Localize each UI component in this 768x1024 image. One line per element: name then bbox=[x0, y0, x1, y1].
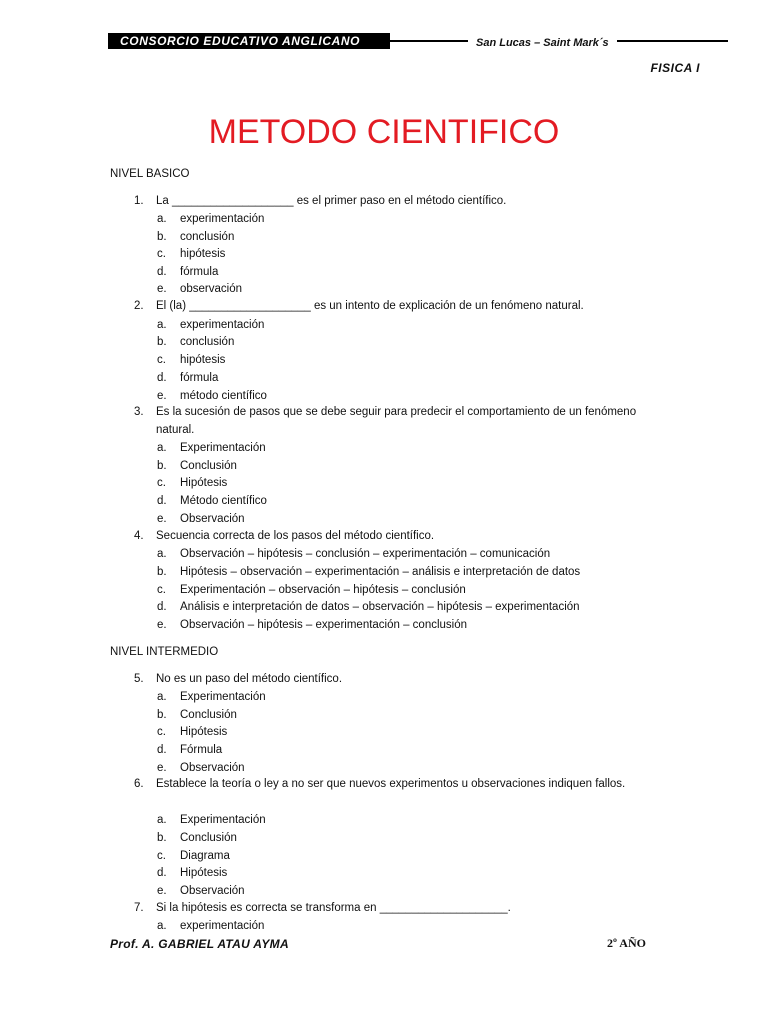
option-text: Observación bbox=[180, 513, 245, 525]
option-text: Experimentación bbox=[180, 691, 266, 703]
option-letter: c. bbox=[157, 726, 166, 738]
option-item bbox=[157, 353, 225, 367]
option-text: conclusión bbox=[180, 231, 235, 243]
option-text: Fórmula bbox=[180, 744, 223, 756]
option-letter: e. bbox=[157, 513, 167, 525]
option-item bbox=[157, 282, 242, 296]
option-text: Hipótesis – observación – experimentación – análisis e interpretación de datos bbox=[180, 566, 581, 578]
header-school-name: San Lucas – Saint Mark´s bbox=[468, 37, 617, 49]
option-item bbox=[157, 618, 467, 632]
option-letter: a. bbox=[157, 213, 167, 225]
option-letter: b. bbox=[157, 566, 167, 578]
option-letter: d. bbox=[157, 495, 167, 507]
question-text: No es un paso del método científico. bbox=[156, 673, 343, 685]
option-letter: a. bbox=[157, 920, 167, 932]
option-letter: a. bbox=[157, 691, 167, 703]
option-item bbox=[157, 335, 234, 349]
option-item bbox=[157, 247, 225, 261]
question-number: 4. bbox=[134, 530, 144, 542]
option-letter: d. bbox=[157, 601, 167, 613]
question-number: 3. bbox=[134, 406, 144, 418]
option-letter: c. bbox=[157, 354, 166, 366]
option-letter: d. bbox=[157, 266, 167, 278]
option-item bbox=[157, 866, 227, 880]
question-number: 6. bbox=[134, 778, 144, 790]
option-text: observación bbox=[180, 283, 243, 295]
option-text: Hipótesis bbox=[180, 726, 228, 738]
option-item bbox=[157, 813, 266, 827]
question-4 bbox=[134, 528, 654, 546]
option-letter: c. bbox=[157, 248, 166, 260]
option-letter: b. bbox=[157, 231, 167, 243]
question-number: 1. bbox=[134, 195, 144, 207]
option-text: Observación – hipótesis – experimentación – conclusión bbox=[180, 619, 468, 631]
question-3 bbox=[134, 404, 654, 439]
option-item bbox=[157, 230, 234, 244]
option-letter: c. bbox=[157, 850, 166, 862]
question-number: 7. bbox=[134, 902, 144, 914]
question-1 bbox=[134, 193, 654, 211]
option-letter: b. bbox=[157, 832, 167, 844]
option-letter: e. bbox=[157, 762, 167, 774]
option-letter: b. bbox=[157, 460, 167, 472]
option-text: hipótesis bbox=[180, 248, 226, 260]
footer-teacher: Prof. A. GABRIEL ATAU AYMA bbox=[110, 937, 289, 951]
question-number: 2. bbox=[134, 300, 144, 312]
option-item bbox=[157, 459, 237, 473]
option-item bbox=[157, 494, 267, 508]
option-text: Experimentación – observación – hipótesis – conclusión bbox=[180, 584, 466, 596]
option-item bbox=[157, 565, 580, 579]
option-item bbox=[157, 708, 237, 722]
question-text: El (la) ___________________ es un intento de explicación de un fenómeno natural. bbox=[156, 300, 584, 312]
option-item bbox=[157, 743, 222, 757]
option-item bbox=[157, 512, 245, 526]
option-item bbox=[157, 212, 264, 226]
option-letter: e. bbox=[157, 390, 167, 402]
option-item bbox=[157, 583, 466, 597]
option-letter: a. bbox=[157, 319, 167, 331]
header-org-name: CONSORCIO EDUCATIVO ANGLICANO bbox=[120, 34, 361, 48]
option-item bbox=[157, 389, 267, 403]
option-text: Experimentación bbox=[180, 814, 266, 826]
option-letter: c. bbox=[157, 477, 166, 489]
option-letter: d. bbox=[157, 372, 167, 384]
option-letter: d. bbox=[157, 744, 167, 756]
option-text: experimentación bbox=[180, 920, 265, 932]
option-text: Observación bbox=[180, 885, 245, 897]
option-text: Método científico bbox=[180, 495, 267, 507]
option-item bbox=[157, 919, 264, 933]
option-text: fórmula bbox=[180, 266, 219, 278]
option-letter: a. bbox=[157, 442, 167, 454]
option-text: Análisis e interpretación de datos – observación – hipótesis – experimentación bbox=[180, 601, 580, 613]
option-text: Conclusión bbox=[180, 460, 237, 472]
question-7 bbox=[134, 900, 654, 918]
option-letter: b. bbox=[157, 336, 167, 348]
section-heading-intermediate: NIVEL INTERMEDIO bbox=[110, 646, 219, 658]
option-text: hipótesis bbox=[180, 354, 226, 366]
option-text: Diagrama bbox=[180, 850, 230, 862]
question-number: 5. bbox=[134, 673, 144, 685]
option-item bbox=[157, 761, 245, 775]
document-header bbox=[108, 33, 728, 49]
option-letter: e. bbox=[157, 619, 167, 631]
question-text: La ___________________ es el primer paso en el método científico. bbox=[156, 195, 507, 207]
option-item bbox=[157, 884, 245, 898]
option-letter: a. bbox=[157, 548, 167, 560]
option-item bbox=[157, 371, 218, 385]
option-text: experimentación bbox=[180, 319, 265, 331]
option-item bbox=[157, 831, 237, 845]
option-text: conclusión bbox=[180, 336, 235, 348]
option-text: Conclusión bbox=[180, 832, 237, 844]
option-text: Hipótesis bbox=[180, 867, 228, 879]
option-item bbox=[157, 318, 264, 332]
option-letter: c. bbox=[157, 584, 166, 596]
option-text: método científico bbox=[180, 390, 267, 402]
option-letter: e. bbox=[157, 885, 167, 897]
option-item bbox=[157, 725, 227, 739]
option-letter: e. bbox=[157, 283, 167, 295]
option-text: Experimentación bbox=[180, 442, 266, 454]
page-title: METODO CIENTIFICO bbox=[208, 113, 560, 151]
question-text: Si la hipótesis es correcta se transforma en ____________________. bbox=[156, 902, 511, 914]
option-text: Observación bbox=[180, 762, 245, 774]
question-text: Es la sucesión de pasos que se debe seguir para predecir el comportamiento de un fenómeno natural. bbox=[156, 406, 637, 436]
option-text: Observación – hipótesis – conclusión – experimentación – comunicación bbox=[180, 548, 551, 560]
option-text: Hipótesis bbox=[180, 477, 228, 489]
option-letter: a. bbox=[157, 814, 167, 826]
question-2 bbox=[134, 298, 654, 316]
subject-label: FISICA I bbox=[650, 61, 700, 75]
option-item bbox=[157, 690, 266, 704]
section-heading-basic: NIVEL BASICO bbox=[110, 168, 190, 180]
option-letter: d. bbox=[157, 867, 167, 879]
option-item bbox=[157, 547, 550, 561]
question-text: Establece la teoría o ley a no ser que nuevos experimentos u observaciones indiquen fallos. bbox=[156, 778, 626, 790]
footer-grade: 2º AÑO bbox=[607, 936, 646, 950]
option-text: experimentación bbox=[180, 213, 265, 225]
option-letter: b. bbox=[157, 709, 167, 721]
option-item bbox=[157, 476, 227, 490]
question-6 bbox=[134, 776, 654, 794]
option-text: fórmula bbox=[180, 372, 219, 384]
option-item bbox=[157, 849, 230, 863]
option-item bbox=[157, 441, 266, 455]
question-5 bbox=[134, 671, 654, 689]
question-text: Secuencia correcta de los pasos del método científico. bbox=[156, 530, 435, 542]
option-item bbox=[157, 265, 218, 279]
option-text: Conclusión bbox=[180, 709, 237, 721]
option-item bbox=[157, 600, 580, 614]
